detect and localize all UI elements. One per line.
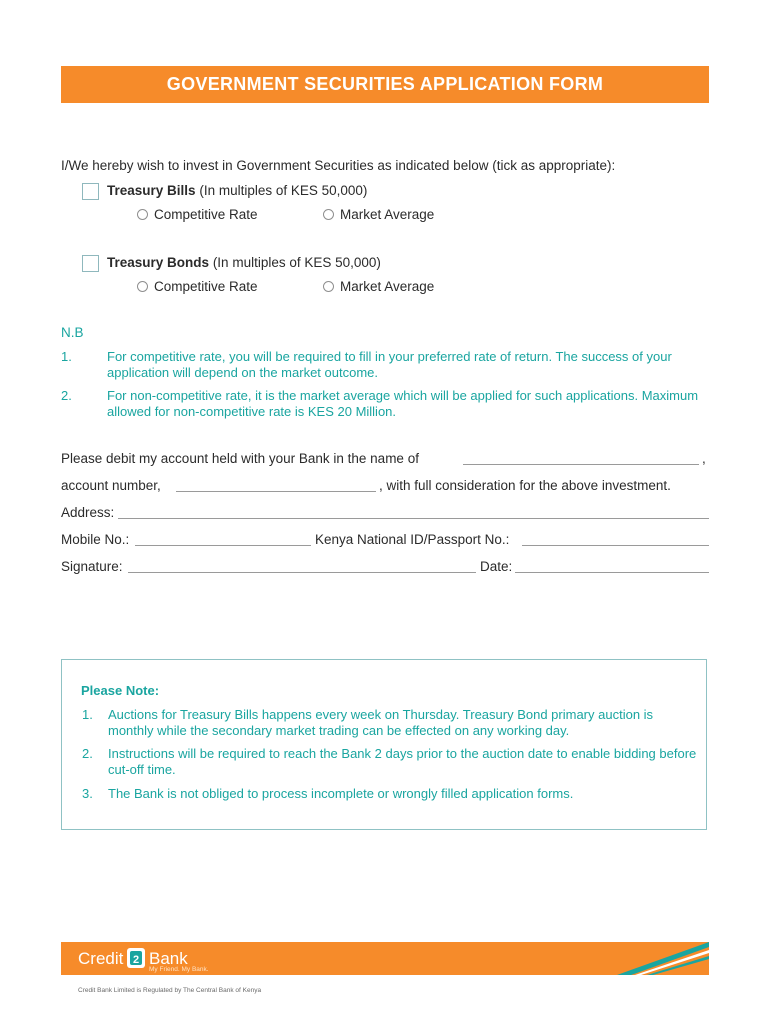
- address-field[interactable]: [118, 518, 709, 519]
- note-item-text: Auctions for Treasury Bills happens every week on Thursday. Treasury Bond primary auction is monthly while the secondary market trading can be effected on any working day.: [108, 707, 654, 738]
- account-name-field[interactable]: [463, 464, 699, 465]
- bills-market-radio[interactable]: [323, 209, 334, 220]
- nb-item-text: For competitive rate, you will be required to fill in your preferred rate of return. The success of your application will depend on the market outcome.: [107, 349, 672, 380]
- bonds-competitive-radio[interactable]: [137, 281, 148, 292]
- note-item-text: The Bank is not obliged to process incomplete or wrongly filled application forms.: [108, 786, 574, 801]
- treasury-bonds-label: Treasury Bonds: [107, 255, 210, 270]
- please-note-heading: Please Note:: [81, 683, 160, 698]
- debit-label: Please debit my account held with your Bank in the name of: [61, 451, 419, 466]
- date-field[interactable]: [515, 572, 709, 573]
- date-label: Date:: [480, 559, 513, 574]
- treasury-bonds-checkbox[interactable]: [82, 255, 99, 272]
- treasury-bonds-option: [107, 255, 381, 270]
- nb-item-text: For non-competitive rate, it is the market average which will be applied for such applications. Maximum allowed for non-competitive rate is KES 20 Million.: [107, 388, 699, 419]
- bills-competitive-label: Competitive Rate: [154, 207, 258, 222]
- treasury-bills-option: [107, 183, 367, 198]
- note-item-number: 2.: [82, 746, 93, 761]
- nb-item-number: 1.: [61, 349, 72, 364]
- logo-text-bank: Bank: [149, 949, 188, 968]
- address-label: Address:: [61, 505, 115, 520]
- account-number-suffix: , with full consideration for the above investment.: [379, 478, 671, 493]
- signature-label: Signature:: [61, 559, 123, 574]
- nb-item-number: 2.: [61, 388, 72, 403]
- signature-field[interactable]: [128, 572, 476, 573]
- national-id-field[interactable]: [522, 545, 709, 546]
- note-item-text: Instructions will be required to reach the Bank 2 days prior to the auction date to enable bidding before cut-off time.: [108, 746, 697, 777]
- logo-tagline: My Friend. My Bank.: [149, 966, 209, 973]
- treasury-bills-label: Treasury Bills: [107, 183, 196, 198]
- account-number-field[interactable]: [176, 491, 376, 492]
- bonds-market-label: Market Average: [340, 279, 435, 294]
- logo-text-credit: Credit: [78, 949, 124, 968]
- intro-text: I/We hereby wish to invest in Government Securities as indicated below (tick as appropriate):: [61, 158, 616, 173]
- account-number-label: account number,: [61, 478, 161, 493]
- mobile-label: Mobile No.:: [61, 532, 130, 547]
- svg-text:2: 2: [132, 954, 140, 966]
- bonds-competitive-label: Competitive Rate: [154, 279, 258, 294]
- mobile-field[interactable]: [135, 545, 311, 546]
- form-title: GOVERNMENT SECURITIES APPLICATION FORM: [61, 66, 709, 103]
- treasury-bills-checkbox[interactable]: [82, 183, 99, 200]
- debit-comma: ,: [702, 451, 706, 466]
- national-id-label: Kenya National ID/Passport No.:: [315, 532, 510, 547]
- bonds-market-radio[interactable]: [323, 281, 334, 292]
- note-item-number: 1.: [82, 707, 93, 722]
- regulation-note: Credit Bank Limited is Regulated by The Central Bank of Kenya: [78, 987, 262, 994]
- bills-competitive-radio[interactable]: [137, 209, 148, 220]
- note-item-number: 3.: [82, 786, 93, 801]
- bills-market-label: Market Average: [340, 207, 435, 222]
- footer-bar: [61, 942, 709, 975]
- credit-bank-logo-icon: [126, 947, 146, 969]
- nb-heading: N.B: [61, 325, 84, 340]
- treasury-bonds-note: (In multiples of KES 50,000): [212, 255, 381, 270]
- treasury-bills-note: (In multiples of KES 50,000): [199, 183, 368, 198]
